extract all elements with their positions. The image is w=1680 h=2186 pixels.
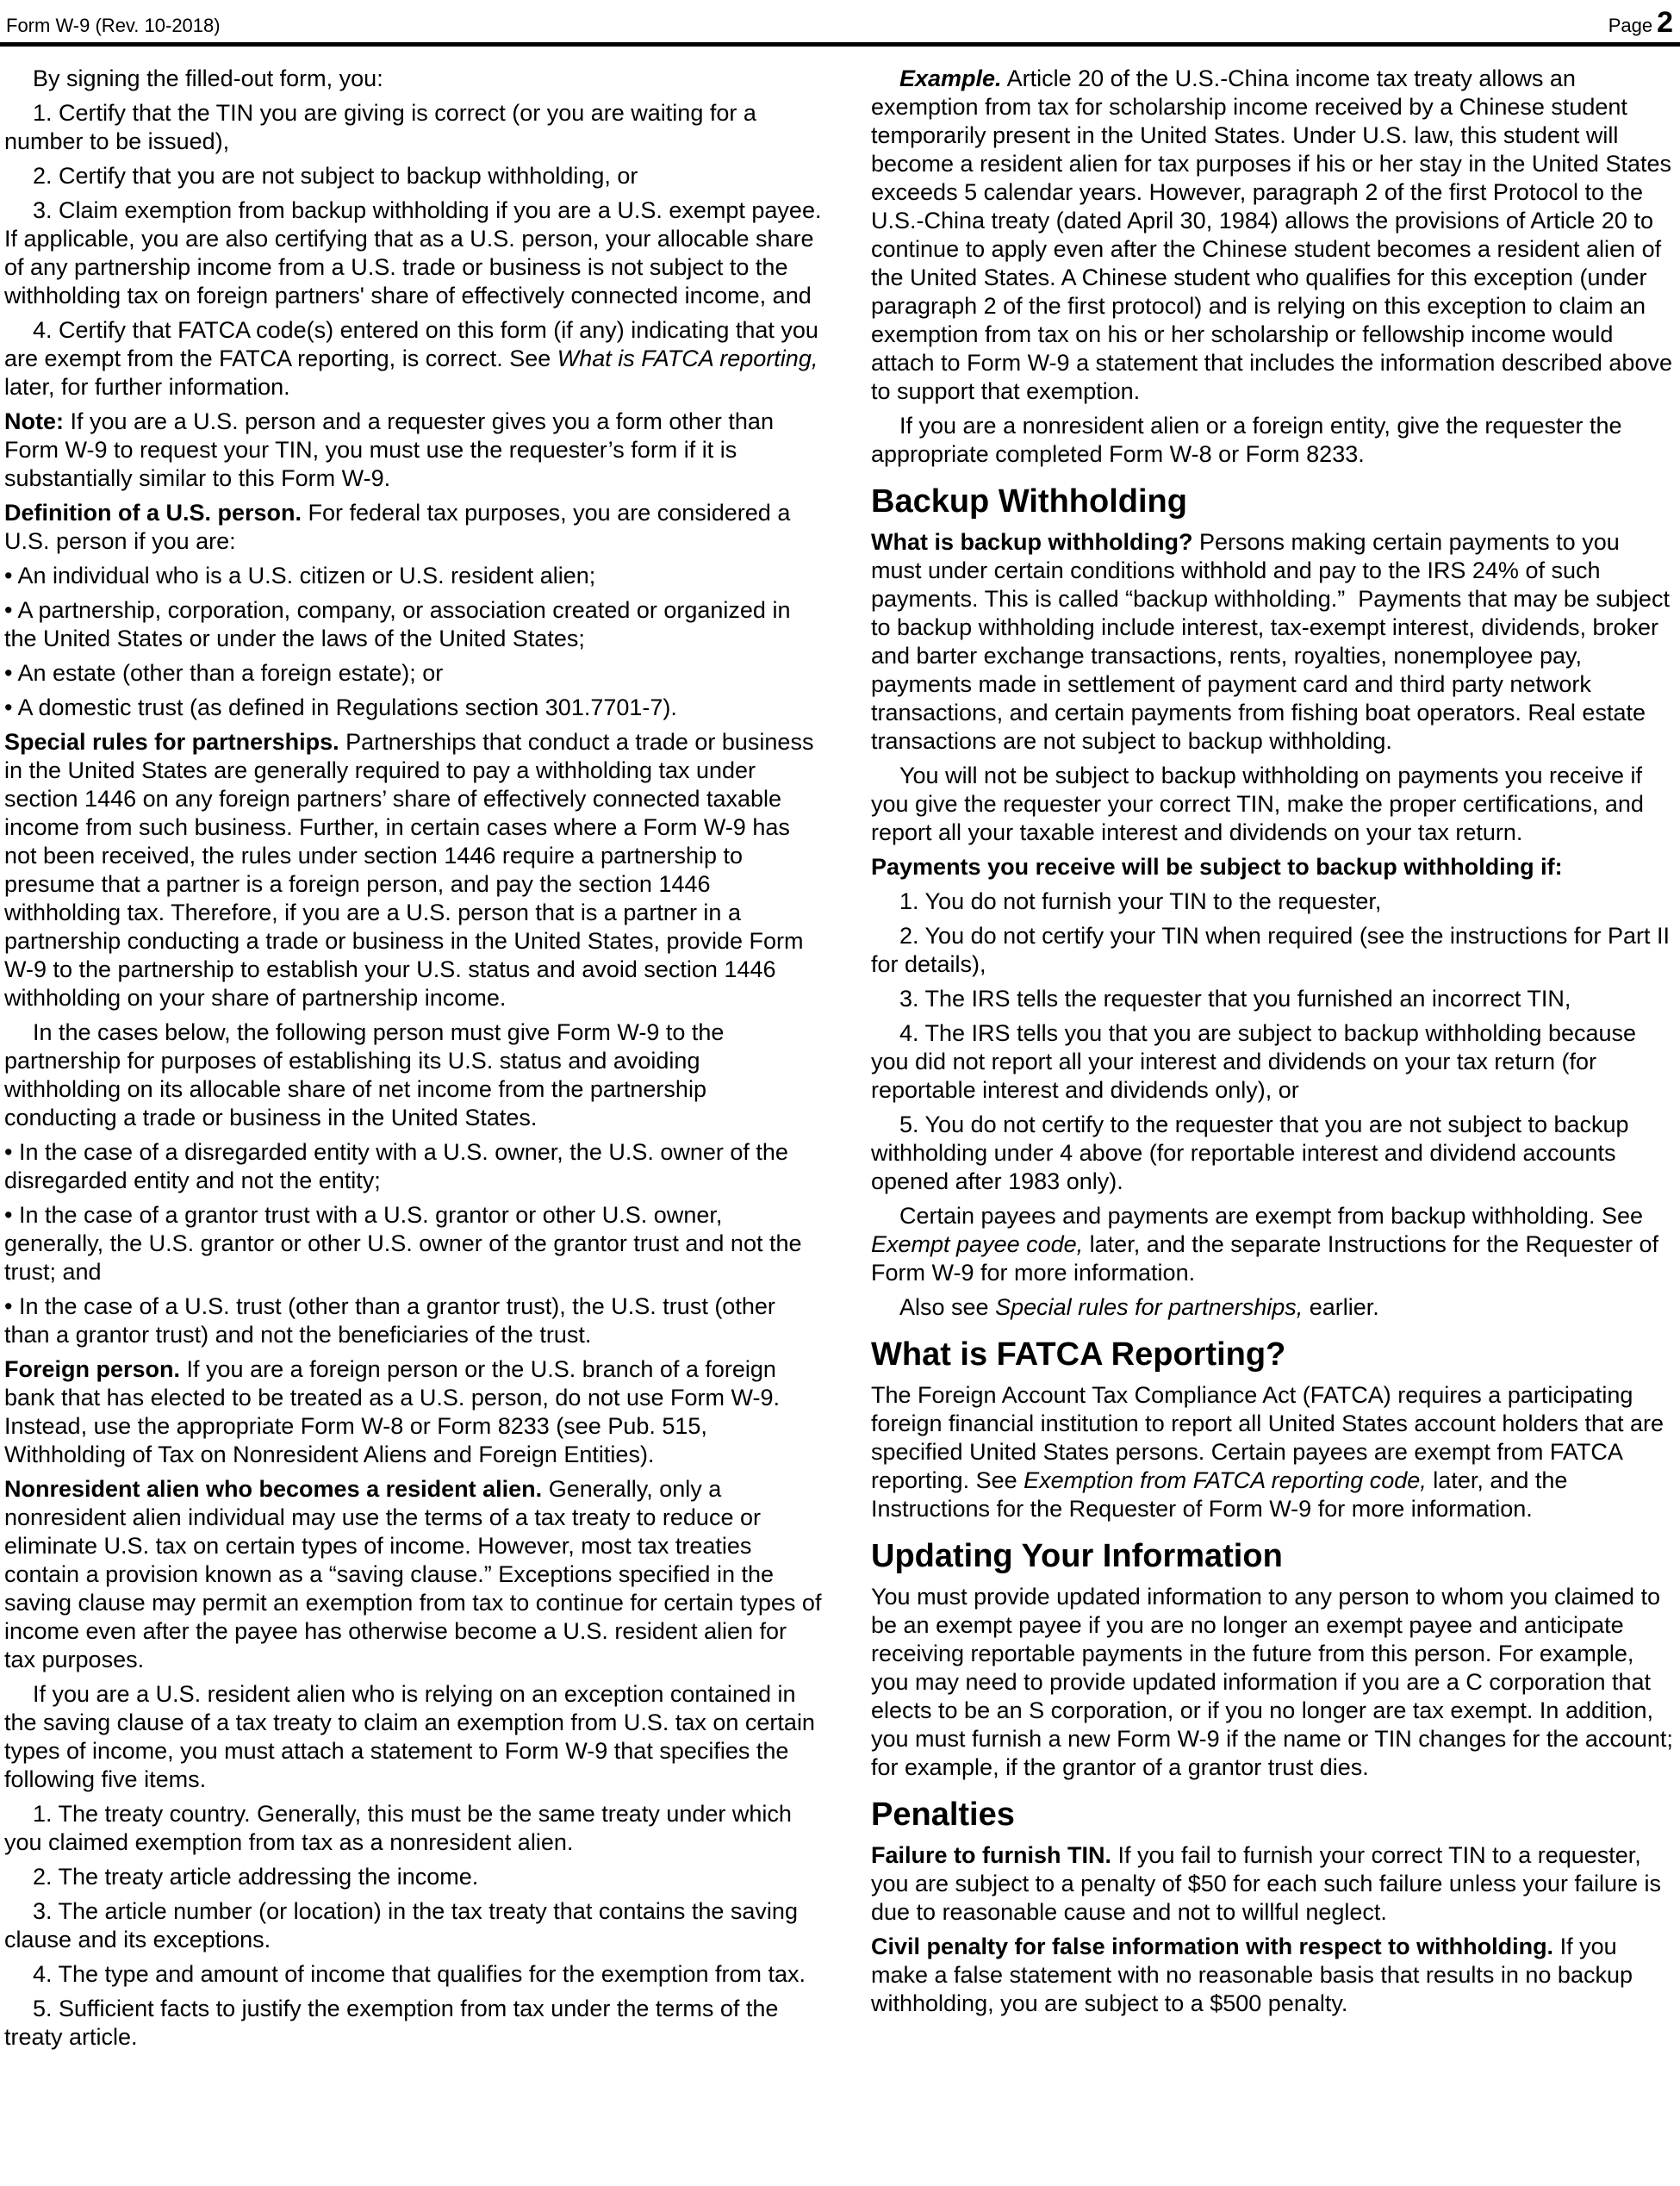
text-segment: If you are a nonresident alien or a foreign entity, give the requester the appropriate completed Form W-8 or Form 8233. [871,413,1622,467]
left-column [4,59,823,2058]
text-segment: What is FATCA reporting, [557,346,818,371]
text-segment: 4. The IRS tells you that you are subject to backup withholding because you did not report all your interest and dividends on your tax return (for reportable interest and dividends only), or [871,1020,1637,1103]
text-segment: 1. Certify that the TIN you are giving is correct (or you are waiting for a number to be issued), [4,100,756,154]
text-segment: 2. Certify that you are not subject to backup withholding, or [33,163,638,189]
list-item [4,162,823,190]
paragraph [4,408,823,493]
text-segment: Example. [899,65,1002,91]
list-item [4,1897,823,1954]
text-segment: If you fail to furnish your correct TIN to a requester, you are subject to a penalty of $50 for each such failure unless your failure is due to reasonable cause and not to willful neglect. [871,1842,1662,1925]
text-segment: Generally, only a nonresident alien individual may use the terms of a tax treaty to reduce or eliminate U.S. tax on certain types of income. However, most tax treaties contain a provision known as a “saving clause.” Exceptions specified in the saving clause may permit an exemption from tax to continue for certain types of income even after the payee has otherwise become a U.S. resident alien for tax purposes. [4,1476,822,1672]
list-item [4,1863,823,1891]
text-segment: 2. You do not certify your TIN when required (see the instructions for Part II for details), [871,923,1670,977]
text-segment: 3. The IRS tells the requester that you furnished an incorrect TIN, [899,986,1571,1012]
text-segment: later, and the separate Instructions for the Requester of Form W-9 for more information. [871,1231,1659,1286]
text-segment: Special rules for partnerships. [4,729,339,755]
list-item [4,196,823,310]
paragraph [4,1475,823,1674]
text-segment: In the cases below, the following person must give Form W-9 to the partnership for purposes of establishing its U.S. status and avoiding withholding on its allocable share of net income from the partnership conducting a trade or business in the United States. [4,1019,725,1130]
bullet-item [4,1201,823,1286]
text-segment: • A partnership, corporation, company, or association created or organized in the United States or under the laws of the United States; [4,597,791,651]
bullet-item [4,659,823,688]
text-segment: For federal tax purposes, you are considered a U.S. person if you are: [4,500,791,554]
text-segment: 1. You do not furnish your TIN to the requester, [899,888,1382,914]
paragraph [4,1355,823,1469]
text-segment: Note: [4,408,64,434]
text-segment: You will not be subject to backup withholding on payments you receive if you give the requester your correct TIN, make the proper certifications, and report all your taxable interest and dividends on your tax return. [871,763,1644,845]
text-segment: If you make a false statement with no reasonable basis that results in no backup withholding, you are subject to a $500 penalty. [871,1934,1633,2016]
text-segment: If you are a U.S. person and a requester gives you a form other than Form W-9 to request your TIN, you must use the requester’s form if it is substantially similar to this Form W-9. [4,408,774,491]
section-heading [871,482,1676,521]
text-segment: Exemption from FATCA reporting code, [1024,1467,1427,1493]
paragraph [871,1293,1676,1322]
text-segment: 3. The article number (or location) in the tax treaty that contains the saving clause and its exceptions. [4,1898,798,1952]
bullet-item [4,694,823,722]
text-segment: You must provide updated information to any person to whom you claimed to be an exempt payee if you are no longer an exempt payee and anticipate receiving reportable payments in the future from this person. For example, you may need to provide updated information if you are a C corporation that elects to be an S corporation, or if you no longer are tax exempt. In addition, you must furnish a new Form W-9 if the name or TIN changes for the account; for example, if the grantor of a grantor trust dies. [871,1584,1673,1780]
paragraph [871,1583,1676,1782]
paragraph [4,1018,823,1132]
paragraph [4,1680,823,1794]
text-segment: Civil penalty for false information with respect to withholding. [871,1934,1554,1959]
list-item [871,985,1676,1013]
text-segment: 3. Claim exemption from backup withholding if you are a U.S. exempt payee. If applicable, you are also certifying that as a U.S. person, your allocable share of any partnership income from a U.S. trade or business is not subject to the withholding tax on foreign partners' share of effectively connected income, and [4,197,822,308]
text-segment: Exempt payee code, [871,1231,1084,1257]
text-segment: Certain payees and payments are exempt from backup withholding. See [899,1203,1643,1229]
paragraph [871,412,1676,469]
list-item [4,316,823,402]
form-title: Form W-9 (Rev. 10-2018) [6,15,221,36]
bullet-item [4,562,823,590]
paragraph [871,1202,1676,1287]
list-item [4,99,823,156]
text-segment: By signing the filled-out form, you: [33,65,383,91]
text-segment: Article 20 of the U.S.-China income tax treaty allows an exemption from tax for scholarship income received by a Chinese student temporarily present in the United States. Under U.S. law, this student will become a resident alien for tax purposes if his or her stay in the United States exceeds 5 calendar years. However, paragraph 2 of the first Protocol to the U.S.-China treaty (dated April 30, 1984) allows the provisions of Article 20 to continue to apply even after the Chinese student becomes a resident alien of the United States. A Chinese student who qualifies for this exception (under paragraph 2 of the first protocol) and is relying on this exception to claim an exemption from tax on his or her scholarship or fellowship income would attach to Form W-9 a statement that includes the information described above to support that exemption. [871,65,1672,404]
text-segment: • In the case of a U.S. trust (other than a grantor trust), the U.S. trust (other than a grantor trust) and not the beneficiaries of the trust. [4,1293,775,1348]
text-segment: 2. The treaty article addressing the income. [33,1864,479,1890]
text-segment: • A domestic trust (as defined in Regulations section 301.7701-7). [4,694,677,720]
paragraph [871,853,1676,881]
text-segment: Penalties [871,1797,1015,1833]
text-segment: Also see [899,1294,996,1320]
text-segment: The Foreign Account Tax Compliance Act (FATCA) requires a participating foreign financial institution to report all United States account holders that are specified United States persons. Certain payees are exempt from FATCA reporting. See [871,1382,1664,1493]
page-indicator [1608,6,1673,40]
text-segment: What is backup withholding? [871,529,1193,555]
paragraph [871,1841,1676,1927]
text-segment: • An estate (other than a foreign estate); or [4,660,444,686]
text-segment: Foreign person. [4,1356,181,1382]
text-segment: 4. The type and amount of income that qualifies for the exemption from tax. [33,1961,806,1987]
paragraph [871,1933,1676,2018]
paragraph [4,65,823,93]
paragraph [871,762,1676,847]
bullet-item [4,1292,823,1349]
paragraph [4,728,823,1012]
section-heading [871,1335,1676,1374]
text-segment: If you are a foreign person or the U.S. branch of a foreign bank that has elected to be treated as a U.S. person, do not use Form W-9. Instead, use the appropriate Form W-8 or Form 8233 (see Pub. 515, Withholding of Tax on Nonresident Aliens and Foreign Entities). [4,1356,781,1467]
paragraph [871,65,1676,406]
section-heading [871,1536,1676,1576]
text-segment: earlier. [1303,1294,1379,1320]
list-item [871,887,1676,916]
text-segment: Persons making certain payments to you must under certain conditions withhold and pay to the IRS 24% of such payments. This is called “backup withholding.” Payments that may be subject to backup withholding include interest, tax-exempt interest, dividends, broker and barter exchange transactions, rents, royalties, nonemployee pay, payments made in settlement of payment card and third party network transactions, and certain payments from fishing boat operators. Real estate transactions are not subject to backup withholding. [871,529,1670,754]
list-item [4,1800,823,1857]
text-segment: Payments you receive will be subject to backup withholding if: [871,854,1563,880]
paragraph [871,528,1676,756]
page-number: 2 [1657,6,1673,39]
list-item [871,922,1676,979]
section-heading [871,1795,1676,1834]
text-segment: 5. You do not certify to the requester that you are not subject to backup withholding under 4 above (for reportable interest and dividend accounts opened after 1983 only). [871,1112,1629,1194]
header-rule [0,42,1680,47]
text-segment: later, and the Instructions for the Requester of Form W-9 for more information. [871,1467,1568,1522]
text-segment: Backup Withholding [871,483,1187,520]
list-item [871,1019,1676,1105]
text-segment: • In the case of a disregarded entity with a U.S. owner, the U.S. owner of the disregarded entity and not the entity; [4,1139,788,1193]
text-segment: Partnerships that conduct a trade or business in the United States are generally required to pay a withholding tax under section 1446 on any foreign partners’ share of effectively connected taxable income from such business. Further, in certain cases where a Form W-9 has not been received, the rules under section 1446 require a partnership to presume that a partner is a foreign person, and pay the section 1446 withholding tax. Therefore, if you are a U.S. person that is a partner in a partnership conducting a trade or business in the United States, provide Form W-9 to the partnership to establish your U.S. status and avoid section 1446 withholding on your share of partnership income. [4,729,814,1011]
list-item [871,1111,1676,1196]
text-segment: 4. Certify that FATCA code(s) entered on this form (if any) indicating that you are exempt from the FATCA reporting, is correct. See [4,317,818,371]
text-segment: Updating Your Information [871,1538,1283,1574]
list-item [4,1995,823,2052]
text-segment: Failure to furnish TIN. [871,1842,1112,1868]
page-word: Page [1608,15,1653,36]
text-segment: What is FATCA Reporting? [871,1336,1286,1373]
page-header [0,0,1680,40]
bullet-item [4,1138,823,1195]
paragraph [4,499,823,556]
text-segment: If you are a U.S. resident alien who is relying on an exception contained in the saving clause of a tax treaty to claim an exemption from U.S. tax on certain types of income, you must attach a statement to Form W-9 that specifies the following five items. [4,1681,815,1792]
text-segment: later, for further information. [4,374,290,400]
list-item [4,1960,823,1989]
text-segment: Nonresident alien who becomes a resident alien. [4,1476,543,1502]
text-segment: • In the case of a grantor trust with a U.S. grantor or other U.S. owner, generally, the U.S. grantor or other U.S. owner of the grantor trust and not the trust; and [4,1202,802,1285]
right-column [871,59,1676,2024]
paragraph [871,1381,1676,1523]
bullet-item [4,596,823,653]
text-segment: • An individual who is a U.S. citizen or U.S. resident alien; [4,563,596,589]
text-segment: Definition of a U.S. person. [4,500,302,526]
text-segment: 1. The treaty country. Generally, this must be the same treaty under which you claimed exemption from tax as a nonresident alien. [4,1801,792,1855]
text-segment: 5. Sufficient facts to justify the exemption from tax under the terms of the treaty article. [4,1996,779,2050]
text-segment: Special rules for partnerships, [995,1294,1304,1320]
